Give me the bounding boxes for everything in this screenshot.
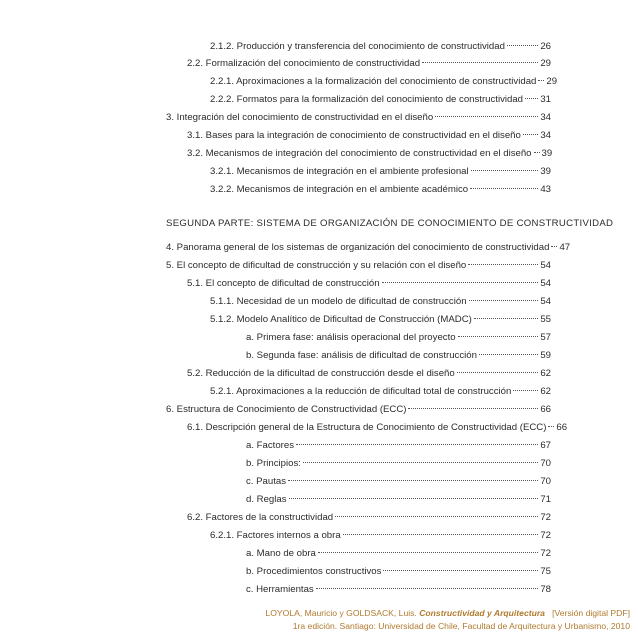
toc-entry-title: 4. Panorama general de los sistemas de organización del conocimiento de constructividad bbox=[166, 242, 550, 253]
toc-entry-title: 2.2.2. Formatos para la formalización del conocimiento de constructividad bbox=[210, 94, 524, 105]
section-heading: SEGUNDA PARTE: SISTEMA DE ORGANIZACIÓN DE CONOCIMIENTO DE CONSTRUCTIVIDAD bbox=[166, 218, 614, 229]
toc-entry-title: 5.1.2. Modelo Analítico de Dificultad de Construcción (MADC) bbox=[210, 314, 472, 325]
toc-entry bbox=[210, 529, 551, 543]
toc-entry-title: 2.2. Formalización del conocimiento de constructividad bbox=[187, 58, 421, 69]
toc-entry-page: 62 bbox=[540, 386, 551, 397]
dot-leader bbox=[507, 45, 538, 46]
dot-leader bbox=[538, 80, 544, 81]
toc-entry-page: 43 bbox=[540, 184, 551, 195]
toc-entry bbox=[246, 583, 551, 597]
toc-entry bbox=[246, 475, 551, 489]
toc-entry-page: 72 bbox=[540, 512, 551, 523]
dot-leader bbox=[534, 152, 540, 153]
dot-leader bbox=[468, 264, 538, 265]
toc-entry-title: 5.2.1. Aproximaciones a la reducción de dificultad total de construcción bbox=[210, 386, 512, 397]
toc-entry-title: 2.1.2. Producción y transferencia del conocimiento de constructividad bbox=[210, 41, 505, 52]
toc-entry bbox=[166, 111, 551, 125]
toc-entry-title: 6. Estructura de Conocimiento de Constructividad (ECC) bbox=[166, 404, 407, 415]
toc-entry-title: 5. El concepto de dificultad de construcción y su relación con el diseño bbox=[166, 260, 467, 271]
dot-leader bbox=[470, 188, 538, 189]
toc-entry bbox=[210, 165, 551, 179]
toc-entry-page: 39 bbox=[540, 166, 551, 177]
dot-leader bbox=[343, 534, 539, 535]
toc-entry-title: b. Segunda fase: análisis de dificultad de construcción bbox=[246, 350, 477, 361]
footer-authors: LOYOLA, Mauricio y GOLDSACK, Luis. bbox=[265, 608, 417, 618]
toc-entry-title: 6.1. Descripción general de la Estructura de Conocimiento de Constructividad (ECC) bbox=[187, 422, 547, 433]
toc-entry-page: 66 bbox=[556, 422, 568, 433]
toc-entry-title: 3.2.2. Mecanismos de integración en el ambiente académico bbox=[210, 184, 469, 195]
toc-entry-title: 2.2.1. Aproximaciones a la formalización del conocimiento de constructividad bbox=[210, 76, 537, 87]
toc-entry-page: 34 bbox=[540, 112, 551, 123]
dot-leader bbox=[383, 570, 538, 571]
toc-entry-page: 72 bbox=[540, 530, 551, 541]
dot-leader bbox=[458, 336, 539, 337]
dot-leader bbox=[469, 300, 539, 301]
toc-entry-title: 3. Integración del conocimiento de constructividad en el diseño bbox=[166, 112, 434, 123]
toc-entry bbox=[246, 565, 551, 579]
toc-entry bbox=[187, 129, 551, 143]
toc-entry-page: 29 bbox=[540, 58, 551, 69]
toc-entry-title: 5.1.1. Necesidad de un modelo de dificultad de construcción bbox=[210, 296, 467, 307]
dot-leader bbox=[523, 134, 538, 135]
toc-entry-page: 54 bbox=[540, 260, 551, 271]
toc-entry bbox=[246, 349, 551, 363]
toc-entry-page: 62 bbox=[540, 368, 551, 379]
toc-entry-page: 31 bbox=[540, 94, 551, 105]
dot-leader bbox=[474, 318, 539, 319]
toc-entry bbox=[210, 40, 551, 54]
toc-entry bbox=[246, 493, 551, 507]
toc-entry-title: c. Pautas bbox=[246, 476, 286, 487]
toc-entry bbox=[246, 547, 551, 561]
toc-entry-page: 34 bbox=[540, 130, 551, 141]
dot-leader bbox=[551, 246, 557, 247]
toc-entry-page: 57 bbox=[540, 332, 551, 343]
toc-entry-title: 3.2.1. Mecanismos de integración en el ambiente profesional bbox=[210, 166, 469, 177]
footer-book-title: Constructividad y Arquitectura bbox=[419, 608, 545, 618]
toc-entry-title: a. Primera fase: análisis operacional del proyecto bbox=[246, 332, 456, 343]
toc-entry-page: 66 bbox=[540, 404, 551, 415]
footer-citation bbox=[265, 608, 630, 619]
toc-entry-title: 3.1. Bases para la integración de conocimiento de constructividad en el diseño bbox=[187, 130, 521, 141]
toc-entry bbox=[187, 277, 551, 291]
toc-entry bbox=[210, 183, 551, 197]
dot-leader bbox=[513, 390, 538, 391]
dot-leader bbox=[548, 426, 554, 427]
toc-entry-page: 54 bbox=[540, 296, 551, 307]
dot-leader bbox=[303, 462, 538, 463]
toc-entry bbox=[210, 93, 551, 107]
dot-leader bbox=[289, 498, 539, 499]
toc-entry-title: 5.2. Reducción de la dificultad de construcción desde el diseño bbox=[187, 368, 455, 379]
toc-entry bbox=[246, 439, 551, 453]
dot-leader bbox=[471, 170, 539, 171]
toc-entry bbox=[187, 147, 551, 161]
toc-entry bbox=[187, 421, 568, 435]
dot-leader bbox=[479, 354, 538, 355]
toc-entry bbox=[210, 385, 551, 399]
dot-leader bbox=[335, 516, 538, 517]
toc-entry-page: 55 bbox=[540, 314, 551, 325]
dot-leader bbox=[525, 98, 538, 99]
toc-entry bbox=[187, 367, 551, 381]
toc-entry-page: 75 bbox=[540, 566, 551, 577]
toc-entry bbox=[246, 457, 551, 471]
toc-entry bbox=[187, 57, 551, 71]
toc-entry bbox=[210, 313, 551, 327]
dot-leader bbox=[422, 62, 538, 63]
toc-entry-page: 29 bbox=[546, 76, 558, 87]
toc-entry-title: 5.1. El concepto de dificultad de construcción bbox=[187, 278, 380, 289]
toc-entry-page: 70 bbox=[540, 476, 551, 487]
dot-leader bbox=[408, 408, 538, 409]
dot-leader bbox=[435, 116, 538, 117]
toc-entry-page: 70 bbox=[540, 458, 551, 469]
dot-leader bbox=[296, 444, 538, 445]
toc-entry-title: 6.2. Factores de la constructividad bbox=[187, 512, 334, 523]
toc-entry bbox=[246, 331, 551, 345]
toc-entry-title: b. Procedimientos constructivos bbox=[246, 566, 382, 577]
toc-entry-title: 3.2. Mecanismos de integración del conocimiento de constructividad en el diseño bbox=[187, 148, 532, 159]
toc-entry-page: 59 bbox=[540, 350, 551, 361]
toc-entry bbox=[187, 511, 551, 525]
toc-entry bbox=[166, 403, 551, 417]
dot-leader bbox=[457, 372, 539, 373]
dot-leader bbox=[316, 588, 539, 589]
toc-entry-title: a. Factores bbox=[246, 440, 294, 451]
footer-version: [Versión digital PDF] bbox=[552, 608, 630, 618]
toc-entry bbox=[166, 259, 551, 273]
toc-entry-page: 72 bbox=[540, 548, 551, 559]
toc-entry-title: b. Principios: bbox=[246, 458, 301, 469]
toc-entry-title: 6.2.1. Factores internos a obra bbox=[210, 530, 341, 541]
dot-leader bbox=[318, 552, 538, 553]
toc-entry-page: 39 bbox=[541, 148, 553, 159]
toc-entry-page: 78 bbox=[540, 584, 551, 595]
toc-entry-page: 67 bbox=[540, 440, 551, 451]
toc-entry-page: 47 bbox=[559, 242, 571, 253]
toc-entry-title: c. Herramientas bbox=[246, 584, 314, 595]
toc-entry bbox=[210, 75, 558, 89]
toc-entry-page: 26 bbox=[540, 41, 551, 52]
toc-entry-page: 71 bbox=[540, 494, 551, 505]
dot-leader bbox=[382, 282, 539, 283]
footer-edition: 1ra edición. Santiago: Universidad de Chile, Facultad de Arquitectura y Urbanismo, 2010 bbox=[292, 621, 630, 631]
toc-entry bbox=[210, 295, 551, 309]
dot-leader bbox=[288, 480, 538, 481]
toc-entry-title: a. Mano de obra bbox=[246, 548, 316, 559]
toc-entry-page: 54 bbox=[540, 278, 551, 289]
toc-entry bbox=[166, 241, 571, 255]
toc-entry-title: d. Reglas bbox=[246, 494, 287, 505]
